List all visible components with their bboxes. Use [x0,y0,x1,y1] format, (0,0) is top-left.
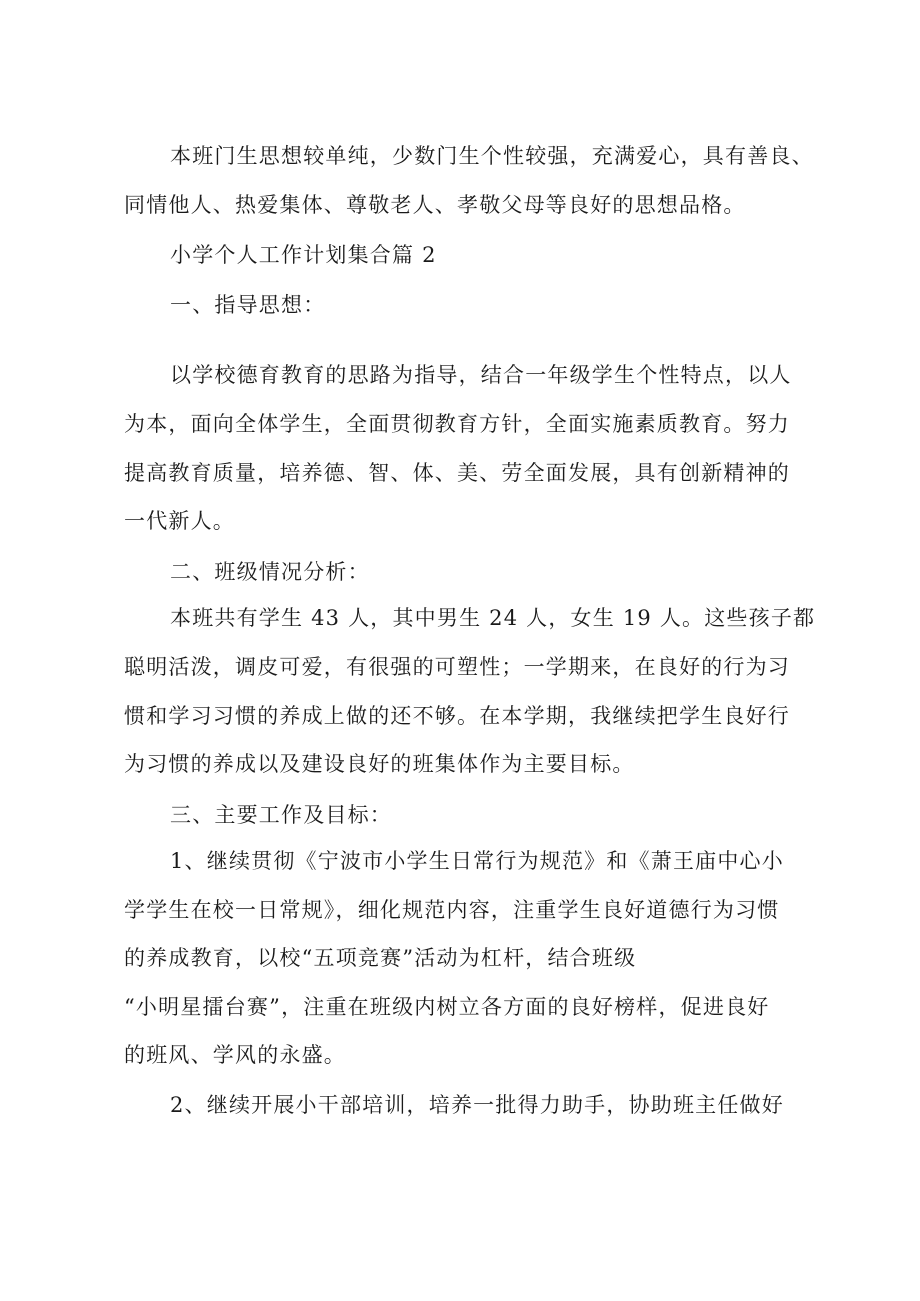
paragraph-line: 本班门生思想较单纯，少数门生个性较强，充满爱心，具有善良、 [170,144,814,168]
paragraph-line: 惯和学习习惯的养成上做的还不够。在本学期，我继续把学生良好行 [124,704,790,728]
paragraph-line: 的班风、学风的永盛。 [124,1043,346,1067]
heading-main-work: 三、主要工作及目标： [170,803,392,827]
heading-guiding-ideology: 一、指导思想： [170,293,326,317]
paragraph-line: 1、继续贯彻《宁波市小学生日常行为规范》和《萧王庙中心小 [170,849,784,873]
paragraph-line: 以学校德育教育的思路为指导，结合一年级学生个性特点，以人 [170,363,792,387]
heading-class-analysis: 二、班级情况分析： [170,560,370,584]
paragraph-line: 本班共有学生 43 人，其中男生 24 人，女生 19 人。这些孩子都 [170,606,816,630]
paragraph-line: 为本，面向全体学生，全面贯彻教育方针，全面实施素质教育。努力 [124,412,790,436]
paragraph-line: “小明星擂台赛”，注重在班级内树立各方面的良好榜样，促进良好 [124,995,770,1019]
paragraph-line: 同情他人、热爱集体、尊敬老人、孝敬父母等良好的思想品格。 [124,193,746,217]
paragraph-line: 为习惯的养成以及建设良好的班集体作为主要目标。 [124,752,635,776]
paragraph-line: 提高教育质量，培养德、智、体、美、劳全面发展，具有创新精神的 [124,461,790,485]
paragraph-line: 一代新人。 [124,509,235,533]
paragraph-line: 的养成教育，以校“五项竞赛”活动为杠杆，结合班级 [124,946,637,970]
paragraph-line: 2、继续开展小干部培训，培养一批得力助手，协助班主任做好 [170,1093,784,1117]
section-title: 小学个人工作计划集合篇 2 [170,243,437,267]
paragraph-line: 学学生在校一日常规》，细化规范内容，注重学生良好道德行为习惯 [124,898,780,922]
paragraph-line: 聪明活泼，调皮可爱，有很强的可塑性；一学期来，在良好的行为习 [124,655,790,679]
